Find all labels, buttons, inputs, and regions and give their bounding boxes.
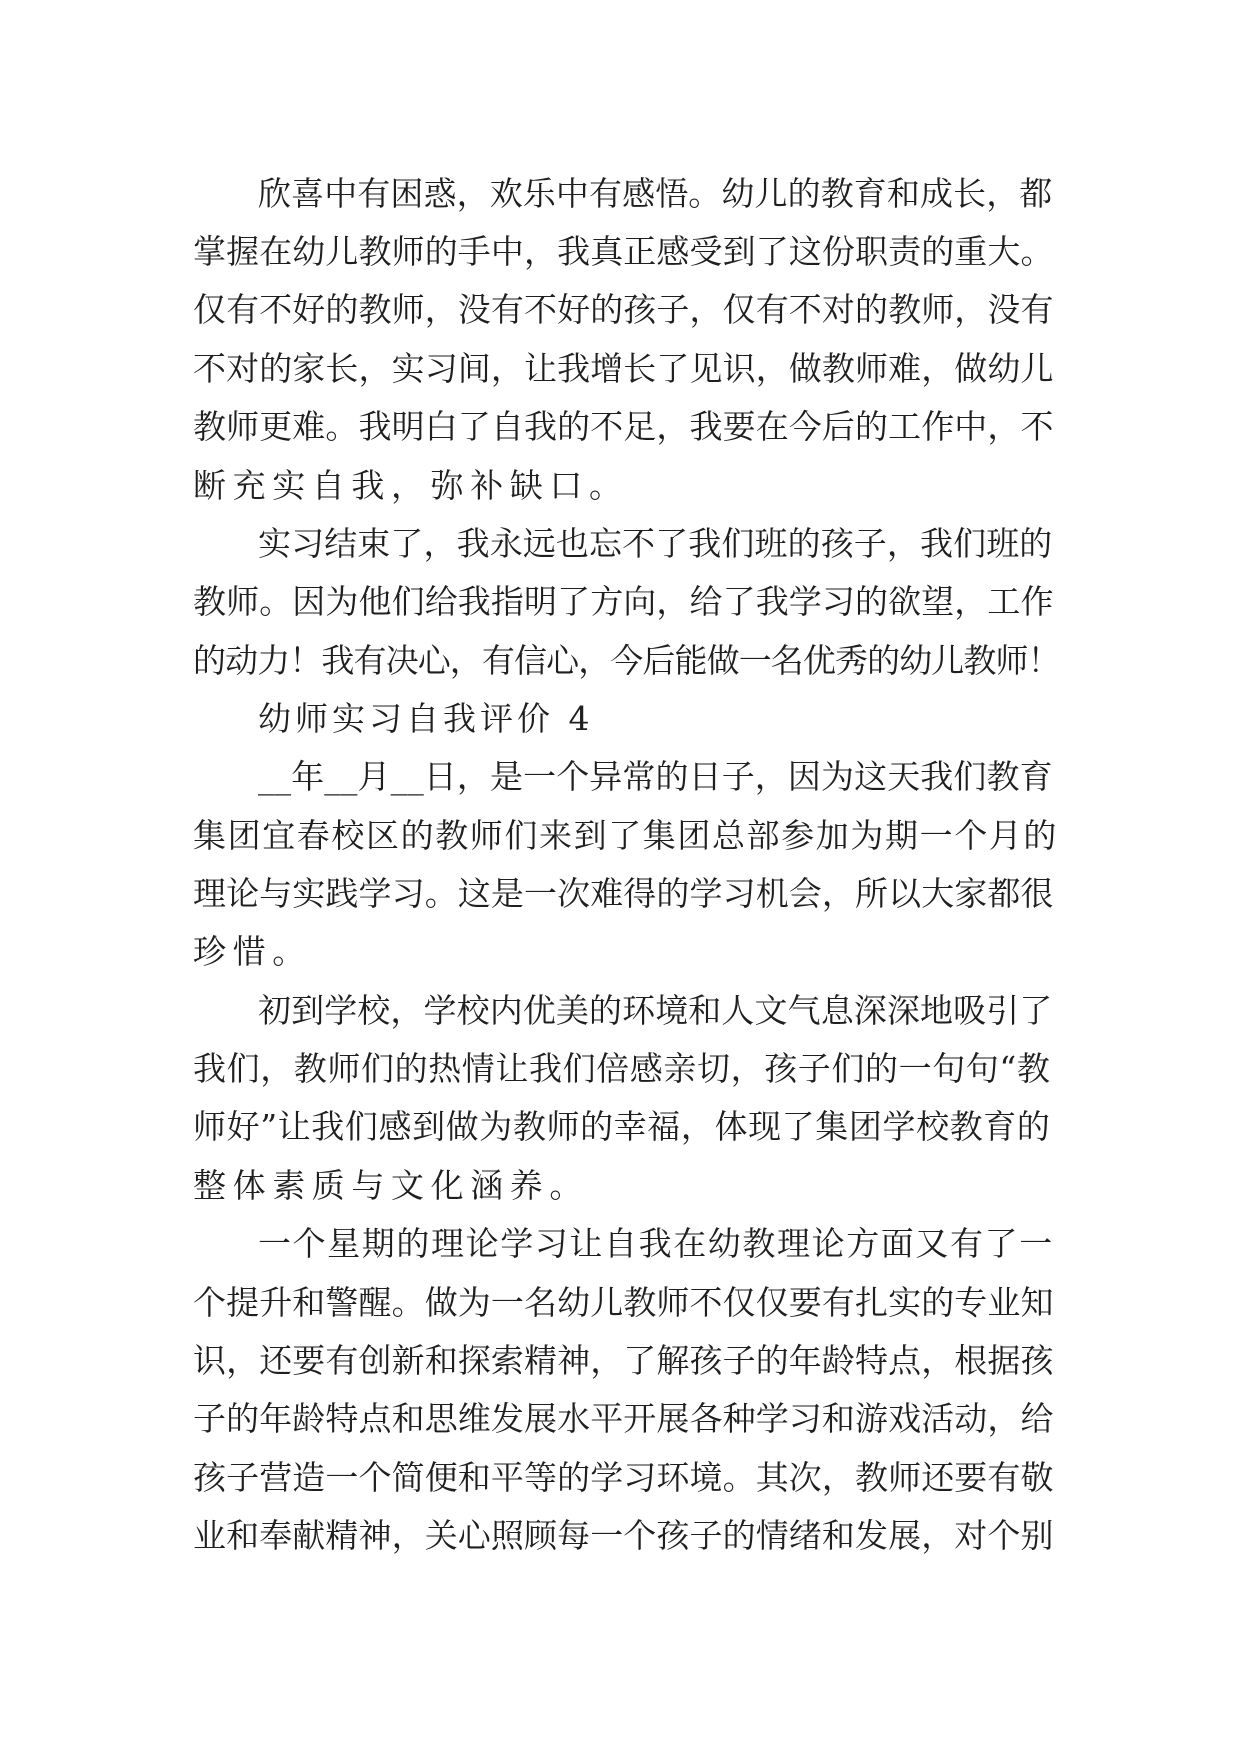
text-line: 集团宜春校区的教师们来到了集团总部参加为期一个月的 bbox=[193, 816, 1058, 855]
text-line: 初到学校，学校内优美的环境和人文气息深深地吸引了 bbox=[258, 991, 1053, 1030]
text-line: 整体素质与文化涵养。 bbox=[193, 1166, 589, 1205]
text-line: 的动力！我有决心，有信心，今后能做一名优秀的幼儿教师！ bbox=[193, 641, 1060, 680]
text-line: 实习结束了，我永远也忘不了我们班的孩子，我们班的 bbox=[258, 524, 1053, 563]
text-line: 我们，教师们的热情让我们倍感亲切，孩子们的一句句“教 bbox=[193, 1049, 1051, 1088]
text-line: 个提升和警醒。做为一名幼儿教师不仅仅要有扎实的专业知 bbox=[193, 1283, 1054, 1322]
text-line: 仅有不好的教师，没有不好的孩子，仅有不对的教师，没有 bbox=[193, 290, 1054, 329]
text-line: 掌握在幼儿教师的手中，我真正感受到了这份职责的重大。 bbox=[193, 232, 1054, 271]
text-line: 教师。因为他们给我指明了方向，给了我学习的欲望，工作 bbox=[193, 582, 1054, 621]
text-line: 教师更难。我明白了自我的不足，我要在今后的工作中，不 bbox=[193, 407, 1054, 446]
text-line: __年__月__日，是一个异常的日子，因为这天我们教育 bbox=[258, 757, 1053, 796]
section-heading: 幼师实习自我评价 4 bbox=[258, 699, 594, 738]
text-line: 一个星期的理论学习让自我在幼教理论方面又有了一 bbox=[258, 1224, 1054, 1263]
text-line: 欣喜中有困惑，欢乐中有感悟。幼儿的教育和成长，都 bbox=[258, 174, 1053, 213]
text-line: 珍惜。 bbox=[193, 932, 312, 971]
text-line: 业和奉献精神，关心照顾每一个孩子的情绪和发展，对个别 bbox=[193, 1516, 1054, 1555]
text-line: 理论与实践学习。这是一次难得的学习机会，所以大家都很 bbox=[193, 874, 1054, 913]
text-line: 师好”让我们感到做为教师的幸福，体现了集团学校教育的 bbox=[193, 1107, 1051, 1146]
text-line: 不对的家长，实习间，让我增长了见识，做教师难，做幼儿 bbox=[193, 349, 1054, 388]
text-line: 孩子营造一个简便和平等的学习环境。其次，教师还要有敬 bbox=[193, 1458, 1054, 1497]
text-line: 识，还要有创新和探索精神，了解孩子的年龄特点，根据孩 bbox=[193, 1341, 1054, 1380]
text-line: 断充实自我，弥补缺口。 bbox=[193, 466, 629, 505]
text-line: 子的年龄特点和思维发展水平开展各种学习和游戏活动，给 bbox=[193, 1399, 1054, 1438]
